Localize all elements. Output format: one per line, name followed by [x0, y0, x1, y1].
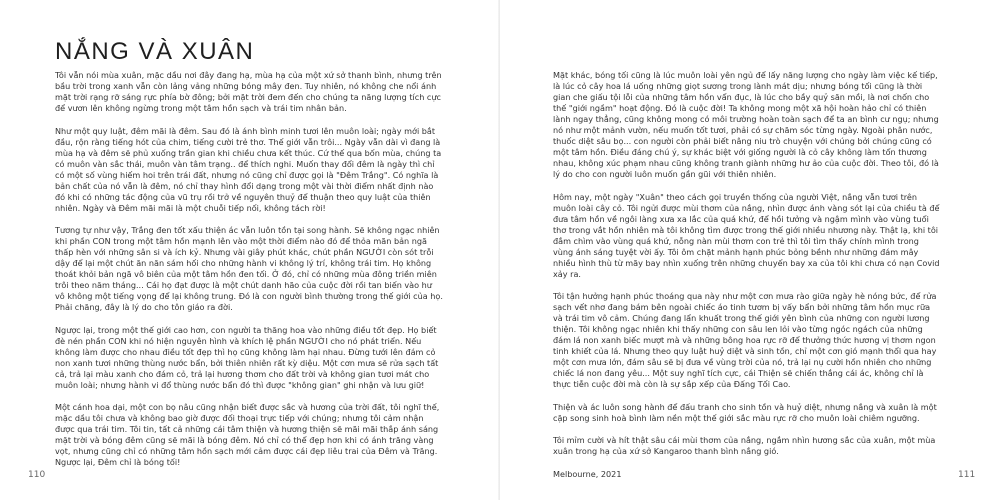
- page-number: 111: [958, 470, 976, 480]
- paragraph: Tương tự như vậy, Trắng đen tốt xấu thiện ác vẫn luôn tồn tại song hành. Sẽ không ngạc nhiên khi phần CON trong một tâm hồn mạnh lên vào một thời điểm nào đó để thỏa mãn bản ngã thấp hèn với những sân si và ích kỷ. Nhưng vài giây phút khác, chút phần NGƯỜI còn sót trỗi dậy để lại một chút ăn năn sám hối cho những hành vi không lý trí, không trái tim. Họ không thoát khỏi bản ngã vô biên của một tâm hồn đen tối. Ở đó, chỉ có những mùa đông triền miên trôi theo năm tháng... Cái họ đạt được là một chút danh hão của cuộc đời rồi tan biến vào hư vô không một tiếng vọng để lại không trung. Đó là con người bình thường trong thế giới của họ. Phải chăng, đây là lý do cho tôn giáo ra đời.: [55, 225, 443, 312]
- paragraph: Hôm nay, một ngày "Xuân" theo cách gọi truyền thống của người Việt, nắng vẫn tươi trên muôn loài cây cỏ. Tôi ngửi được mùi thơm của nắng, nhìn được ánh vàng sót lại của chiều tà để đưa tâm hồn về ngôi làng xưa xa lắc của quá khứ, để hồi tưởng và ngậm mình vào vùng tuổi thơ trong vắt hồn nhiên mà tôi không tìm được trong thế giới nhiều nhương này. Thật lạ, khi tôi đắm chìm vào vùng quá khứ, nỗng nàn mùi thơm con trẻ thì tôi tìm thấy chính mình trong vùng ánh sáng tuyệt vời ấy. Tôi ôm chặt mảnh hạnh phúc bỏng bềnh như những đám mây nhiều hình thù từ mãy bay nhìn xuống trên những chuyến bay xa của tôi khi chưa có nạn Covid xảy ra.: [553, 191, 940, 279]
- paragraph: Tôi vẫn nói mùa xuân, mặc dầu nơi đây đang hạ, mùa hạ của một xứ sở thanh bình, nhưng trên bầu trời trong xanh vẫn còn lảng vảng những bóng mây đen. Tuy nhiên, nó không che nổi ánh mặt trời rạng rỡ sáng rực phía bờ đông; bởi mặt trời đem đến cho chúng ta năng lượng tích cực để vươn lên không ngừng trong một tâm hồn sạch và trái tim nhân bản.: [55, 70, 442, 113]
- paragraph: Mặt khác, bóng tối cũng là lúc muôn loài yên ngủ để lấy năng lượng cho ngày làm việc kế tiếp, là lúc cỏ cây hoa lá uống những giọt sương trong lành mát dịu; nhưng bóng tối cũng là thời gian che giấu tội lỗi của những tâm hồn vẩn đục, là lúc cho bầy quỷ săn mồi, là nơi chốn cho thế "giới ngầm" hoạt động. Đó là cuộc đời! Ta không mong một xã hội hoàn hảo chỉ có thiên lành ngay thẳng, cũng không mong có môi trường hoàn toàn sạch để ta an bình cư ngụ; nhưng nó như một mảnh vườn, nếu muốn tốt tươi, phải có sự chăm sóc từng ngày. Ngoài phân nước, thuốc diệt sâu bọ... con người còn phải biết nâng niu trò chuyện với chúng bởi chúng cũng có một tâm hồn. Điều đáng chú ý, sự khác biệt với giống người là cỏ cây không làm tổn thương nhau, không xúc phạm nhau cũng không tranh giành những hư ảo của cuộc đời. Theo tôi, đó là lý do cho con người luôn muốn gần gũi với thiên nhiên.: [553, 70, 939, 179]
- right-page-body: [553, 70, 941, 491]
- paragraph: Thiện và ác luôn song hành để đấu tranh cho sinh tồn và huỷ diệt, nhưng nắng và xuân là một cặp song sinh hoà bình làm nền một thế giới sắc màu rực rỡ cho muôn loài chiêm ngưỡng.: [553, 401, 937, 423]
- signoff: Melbourne, 2021: [553, 468, 622, 479]
- page-number: 110: [28, 470, 46, 480]
- paragraph: Tôi mỉm cười và hít thật sâu cái mùi thơm của nắng, ngắm nhìn hương sắc của xuân, một mùa xuân trong hạ của xứ sở Kangaroo thanh bình nắng gió.: [553, 435, 936, 456]
- paragraph: Một cánh hoa dại, một con bọ nâu cũng nhận biết được sắc và hương của trời đất, tôi nghĩ thế, mặc dầu tôi chưa và không bao giờ được đối thoại trực tiếp với chúng; nhưng tôi cảm nhận được qua trái tim. Tôi tin, tất cả những cái tâm thiện và hương thiện sẽ mãi mãi thắp ánh sáng mặt trời và bóng đêm cũng sẽ mãi là bóng đêm. Nó chỉ có thể đẹp hơn khi có ánh trăng vàng vọt, nhưng cũng chỉ có những tâm hồn sạch mới cảm được cái đẹp liêu trai của Đêm và Trăng. Ngược lại, Đêm chỉ là bóng tối!: [55, 402, 440, 467]
- paragraph: Như một quy luật, đêm mãi là đêm. Sau đó là ánh bình minh tươi lên muôn loài; ngày mới bắt đầu, rộn ràng tiếng hót của chim, tiếng cười trẻ thơ. Thế giới vẫn trôi... Ngày vẫn dài vì đang là mùa hạ và đêm sẽ phủ xuống trần gian khi chiều chưa kết thúc. Cứ thế qua bốn mùa, chúng ta có muôn vàn sắc thái, muôn vàn tâm trạng.. để thích nghi. Muốn thay đổi đêm là ngày thì chỉ có một số vùng hiếm hoi trên trái đất, nhưng nó cũng chỉ được gọi là "Đêm Trắng". Có nghĩa là bản chất của nó vẫn là đêm, nó chỉ thay hình đổi dạng trong một vài thời điểm nhất định nào đó khi có những tác động của vũ trụ rồi trở về nguyên thuỷ để thuận theo quy luật của thiên nhiên. Ngày và Đêm mãi mãi là một chuỗi tiếp nối, không tách rời!: [55, 125, 442, 213]
- right-page: [500, 0, 1000, 500]
- paragraph: Tôi tận hưởng hạnh phúc thoáng qua này như một cơn mưa rào giữa ngày hè nóng bức, để rửa sạch vết nhơ đang bám bên ngoài chiếc áo tinh tươm bị vấy bẩn bởi những tâm hồn mục rữa và trái tim vô cảm. Chúng đang lẩn khuất trong thế giới yên bình của những con người lương thiện. Tôi không ngạc nhiên khi thấy những con sâu len lỏi vào từng ngóc ngách của những đám lá non xanh biếc mượt mà và những bông hoa rực rỡ để thưởng thức hương vị thơm ngon tinh khiết của lá. Nhưng theo quy luật huỷ diệt và sinh tồn, chỉ một cơn gió mạnh thổi qua hay một cơn mưa lớn, đám sâu sẽ bị đưa về vùng trời của nó, trả lại nụ cười hồn nhiên cho những chiếc lá non đang yêu... Một suy nghĩ tích cực, cái Thiện sẽ chiến thắng cái ác, không chỉ là thực tiễn cuộc đời mà còn là sự sắp xếp của Đấng Tối Cao.: [553, 291, 937, 389]
- paragraph: Ngược lại, trong một thế giới cao hơn, con người ta thăng hoa vào những điều tốt đẹp. Họ biết đè nén phần CON khi nó hiện nguyên hình và khích lệ phần NGƯỜI cho nó phát triển. Nếu không làm được cho nhau điều tốt đẹp thì họ cũng không làm hại nhau. Đừng tưới lên đám cỏ non xanh tươi những thùng nước bẩn, bởi thiên nhiên rất kỳ diệu. Một cơn mưa sẽ rửa sạch tất cả, trả lại màu xanh cho đám cỏ, trả lại hương thơm cho đất trời và không gian tươi mát cho muôn loài; nhưng hành vi đổ thùng nước bẩn đó thì được "không gian" ghi nhận và lưu giữ!: [55, 324, 439, 390]
- page-title: NẮNG VÀ XUÂN: [55, 38, 255, 65]
- left-page-body: [55, 70, 443, 480]
